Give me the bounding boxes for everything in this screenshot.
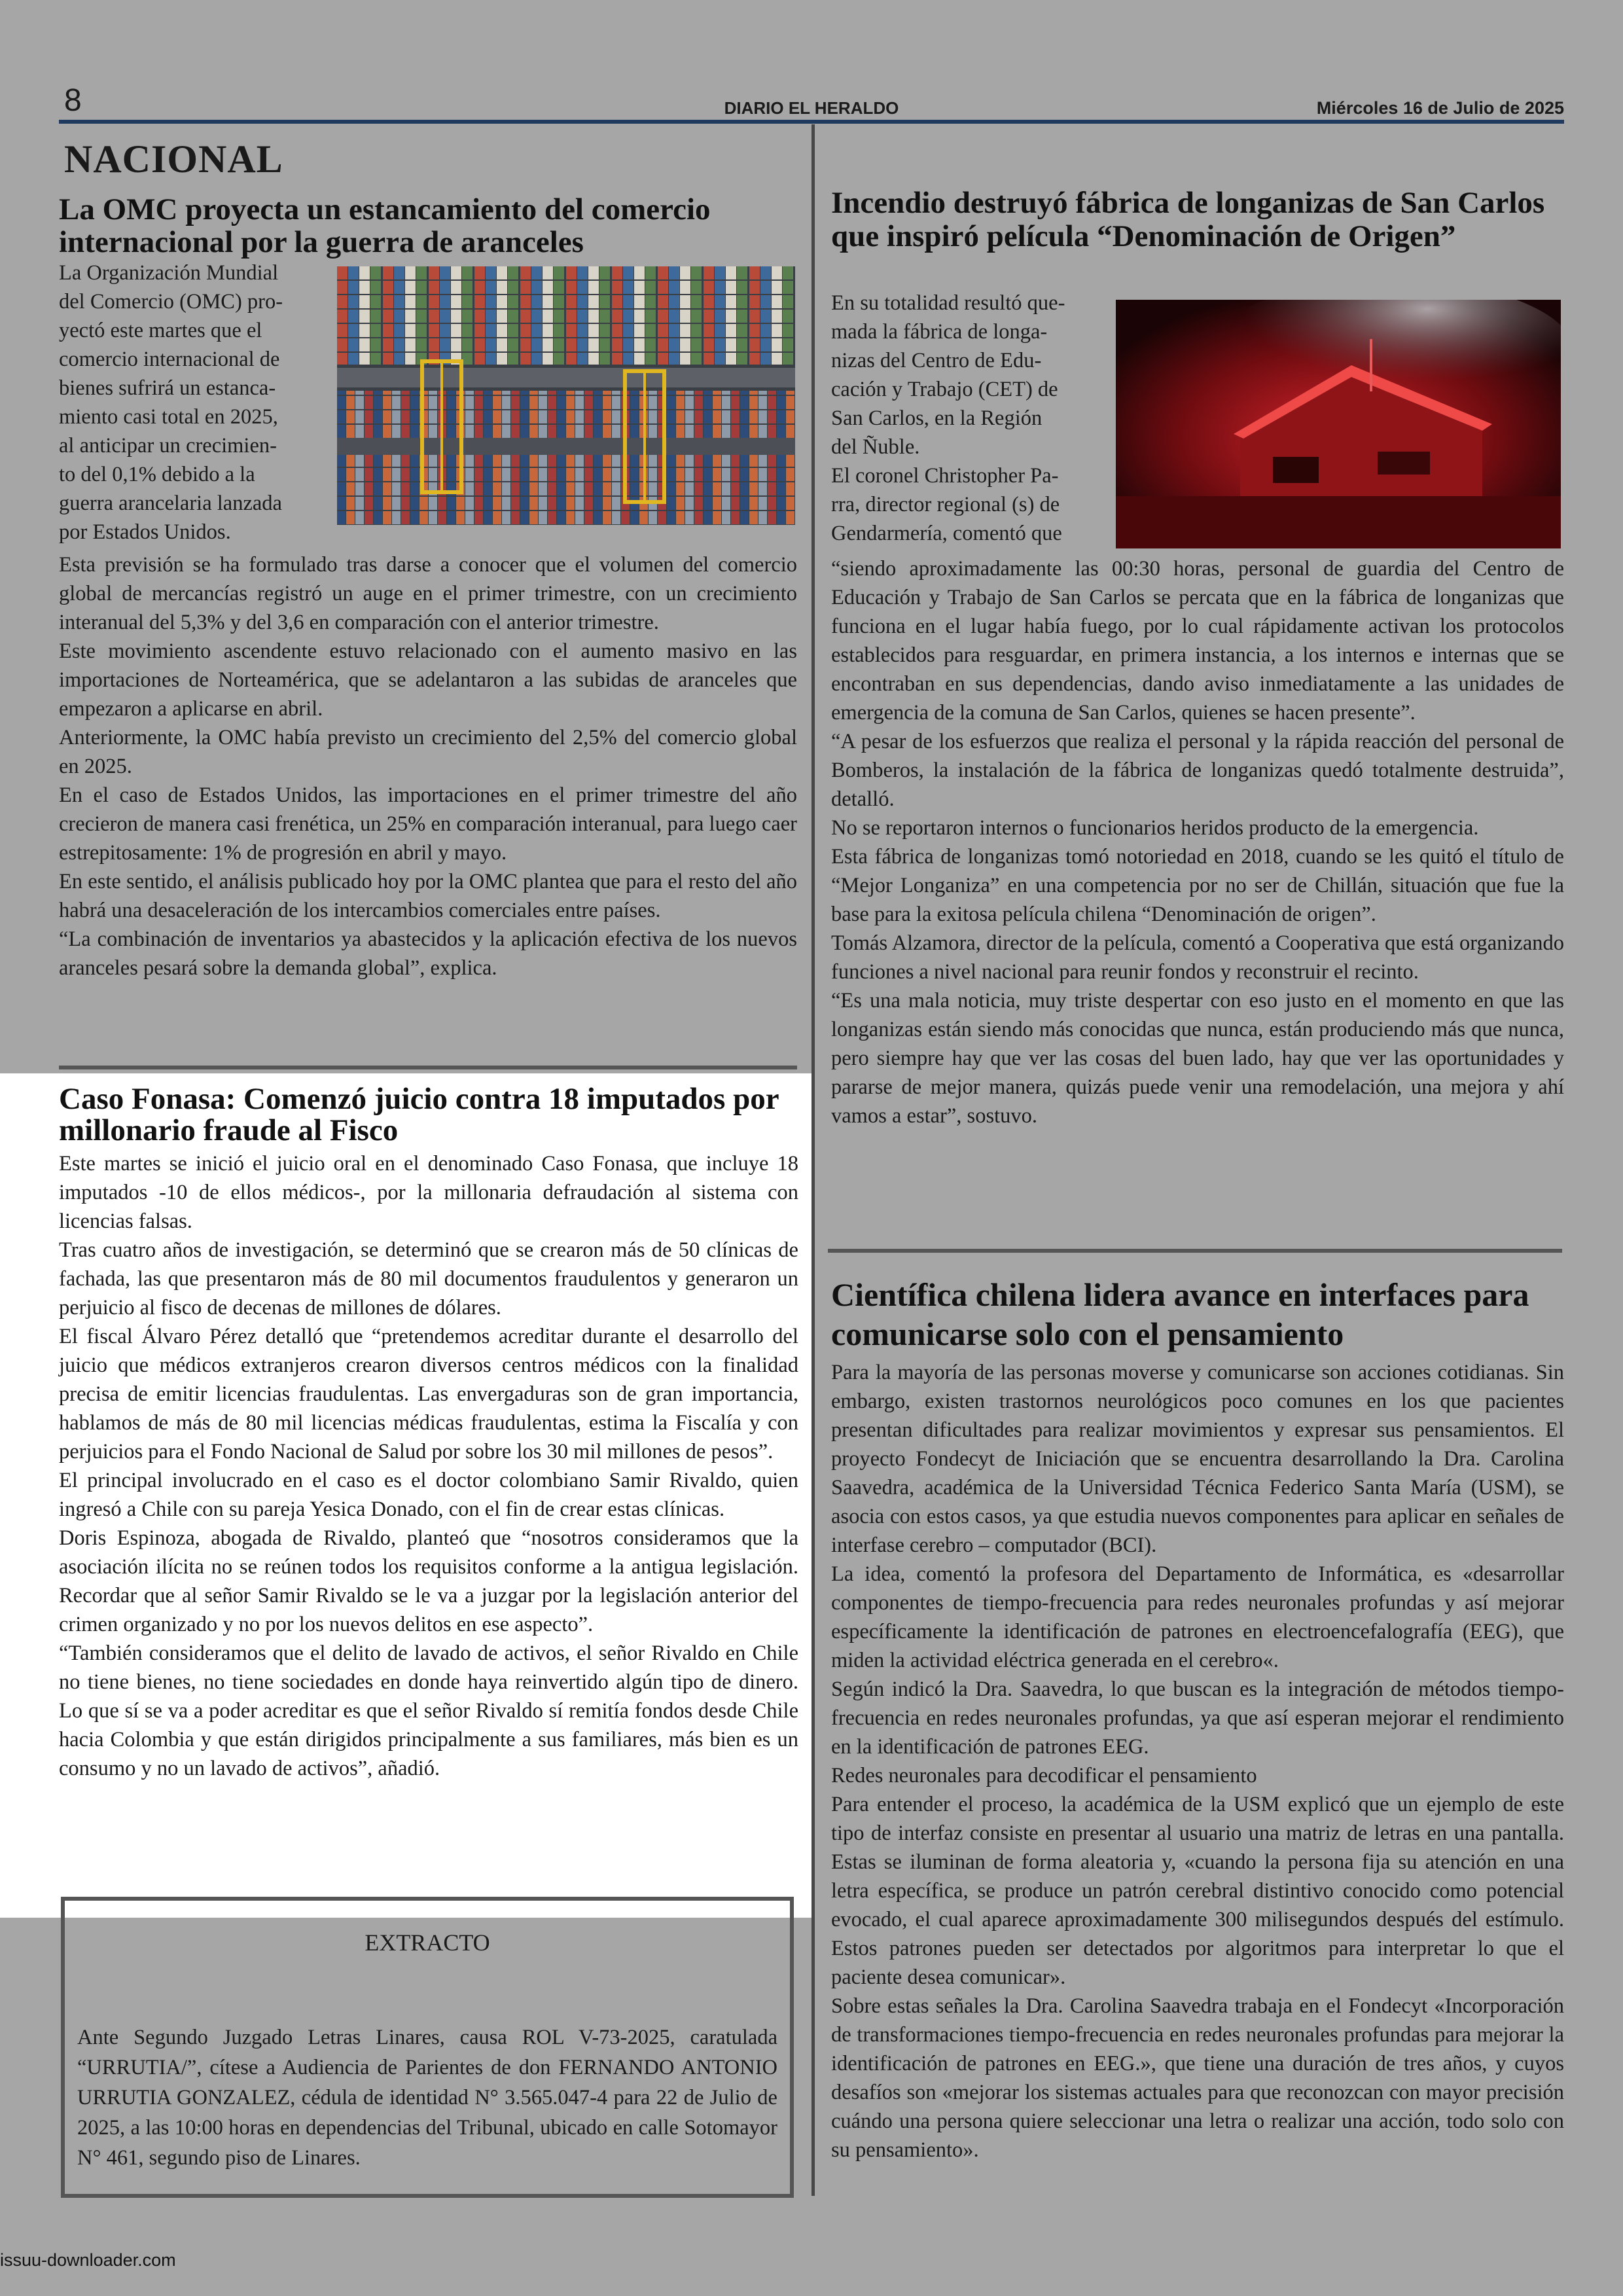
article-cientifica-body (831, 1358, 1564, 2164)
paragraph: Este movimiento ascendente estuvo relacionado con el aumento masivo en las importaciones de Norteamérica, que se adelantaron a las subidas de aranceles que empezaron a aplicarse en abril. (59, 639, 797, 721)
containers-aerial-photo (337, 266, 795, 525)
section-title: NACIONAL (64, 137, 283, 181)
lead-line: del Comercio (OMC) pro- (59, 290, 283, 314)
lead-line: Gendarmería, comentó que (831, 522, 1062, 545)
newspaper-name: DIARIO EL HERALDO (724, 98, 899, 118)
paragraph: No se reportaron internos o funcionarios heridos producto de la emergencia. (831, 816, 1479, 840)
paragraph: Anteriormente, la OMC había previsto un crecimiento del 2,5% del comercio global en 2025. (59, 726, 797, 778)
subheading: Redes neuronales para decodificar el pensamiento (831, 1764, 1257, 1787)
article-cientifica-headline: Científica chilena lidera avance en interfaces para comunicarse solo con el pensamiento (831, 1276, 1529, 1352)
lead-line: comercio internacional de (59, 348, 280, 371)
column-divider (812, 124, 815, 2196)
article-incendio-headline: Incendio destruyó fábrica de longanizas de San Carlos que inspiró película “Denominación de Origen” (831, 186, 1545, 253)
lead-line: San Carlos, en la Región (831, 406, 1043, 430)
paragraph: Tras cuatro años de investigación, se determinó que se crearon más de 50 clínicas de fachada, las que presentaron más de 80 mil documentos fraudulentos y generaron un perjuicio al fisco de decenas de millones de dólares. (59, 1238, 798, 1319)
paragraph: Para la mayoría de las personas moverse y comunicarse son acciones cotidianas. Sin embargo, existen trastornos neurológicos poco comunes en los que pacientes presentan dificultades para realizar movimientos y expresar sus pensamientos. El proyecto Fondecyt de Iniciación que se encuentra desarrollando la Dra. Carolina Saavedra, académica de la Universidad Técnica Federico Santa María (USM), se asocia con estos casos, ya que estudia nuevos componentes para aplicar en señales de interfase cerebro – computador (BCI). (831, 1361, 1564, 1557)
lead-line: El coronel Christopher Pa- (831, 464, 1059, 488)
lead-line: al anticipar un crecimien- (59, 434, 277, 457)
source-watermark: issuu-downloader.com (0, 2250, 176, 2270)
article-separator (59, 1066, 797, 1069)
paragraph: Tomás Alzamora, director de la película, comentó a Cooperativa que está organizando funciones a nivel nacional para reunir fondos y reconstruir el recinto. (831, 931, 1564, 984)
article-fonasa-body (59, 1149, 798, 1783)
lead-line: En su totalidad resultó que- (831, 291, 1065, 315)
paragraph: “Es una mala noticia, muy triste despertar con eso justo en el momento en que las longanizas están siendo más conocidas que nunca, están produciendo más que nunca, pero siempre hay que ver las cosas del buen lado, hay que ver las oportunidades y pararse de mejor manera, quizás puede venir una remodelación, una mejora y ahí vamos a estar”, sostuvo. (831, 989, 1564, 1128)
lead-line: nizas del Centro de Edu- (831, 349, 1042, 372)
paragraph: Esta previsión se ha formulado tras darse a conocer que el volumen del comercio global de mercancías registró un auge en el primer trimestre, con un crecimiento interanual del 5,3% y del 3,6 en comparación con el anterior trimestre. (59, 553, 797, 634)
paragraph: Esta fábrica de longanizas tomó notoriedad en 2018, cuando se les quitó el título de “Mejor Longaniza” en una competencia por no ser de Chillán, situación que fue la base para la exitosa película chilena “Denominación de origen”. (831, 845, 1564, 926)
burning-factory-photo (1116, 300, 1561, 548)
article-separator (828, 1249, 1562, 1253)
article-omc-lead (59, 259, 321, 547)
containers-photo-graphic (337, 266, 795, 525)
paragraph: Doris Espinoza, abogada de Rivaldo, planteó que “nosotros consideramos que la asociación ilícita no se reúnen todos los requisitos conforme a la antigua legislación. Recordar que al señor Samir Rivaldo se le va a juzgar por la legislación anterior del crimen organizado y no por los nuevos delitos en ese aspecto”. (59, 1526, 798, 1636)
page-number: 8 (64, 83, 82, 118)
article-omc-body (59, 550, 797, 982)
lead-line: La Organización Mundial (59, 261, 279, 285)
paragraph: “La combinación de inventarios ya abastecidos y la aplicación efectiva de los nuevos aranceles pesará sobre la demanda global”, explica. (59, 927, 797, 980)
paragraph: Sobre estas señales la Dra. Carolina Saavedra trabaja en el Fondecyt «Incorporación de transformaciones tiempo-frecuencia en redes neuronales profundas para mejorar la identificación de patrones en EEG.», que tiene una duración de tres años, y cuyos desafíos son «mejorar los sistemas actuales para que reconozcan con mayor precisión cuándo una persona quiere seleccionar una letra o realizar una acción, todo solo con su pensamiento». (831, 1994, 1564, 2162)
lead-line: guerra arancelaria lanzada (59, 492, 282, 515)
lead-line: del Ñuble. (831, 435, 920, 459)
header-rule (59, 120, 1564, 124)
lead-line: to del 0,1% debido a la (59, 463, 255, 486)
lead-line: yectó este martes que el (59, 319, 262, 342)
article-fonasa-headline: Caso Fonasa: Comenzó juicio contra 18 imputados por millonario fraude al Fisco (59, 1082, 779, 1147)
paragraph: “También consideramos que el delito de lavado de activos, el señor Rivaldo en Chile no tiene bienes, no tiene sociedades en donde haya reinvertido algún tipo de dinero. Lo que sí se va a poder acreditar es que el señor Rivaldo sí remitía fondos desde Chile hacia Colombia y que están dirigidos principalmente a sus familiares, más bien es un consumo y no un lavado de activos”, añadió. (59, 1641, 798, 1780)
article-omc-headline: La OMC proyecta un estancamiento del comercio internacional por la guerra de aranceles (59, 192, 711, 259)
lead-line: bienes sufrirá un estanca- (59, 376, 276, 400)
paragraph: El fiscal Álvaro Pérez detalló que “pretendemos acreditar durante el desarrollo del juicio que médicos extranjeros crearon diversos centros médicos con la finalidad precisa de emitir licencias fraudulentas. Las envergaduras son de gran importancia, hablamos de más de 80 mil licencias médicas fraudulentas, estima la Fiscalía y con perjuicios para el Fondo Nacional de Salud por sobre los 30 mil millones de pesos”. (59, 1325, 798, 1463)
lead-line: mada la fábrica de longa- (831, 320, 1048, 344)
article-incendio-body (831, 554, 1564, 1130)
paragraph: La idea, comentó la profesora del Departamento de Informática, es «desarrollar componentes de tiempo-frecuencia para redes neuronales profundas y así mejorar específicamente la identificación de patrones en electroencefalografía (EEG), que miden la actividad eléctrica generada en el cerebro«. (831, 1562, 1564, 1672)
lead-line: por Estados Unidos. (59, 520, 231, 544)
lead-line: cación y Trabajo (CET) de (831, 378, 1058, 401)
paragraph: En este sentido, el análisis publicado hoy por la OMC plantea que para el resto del año habrá una desaceleración de los intercambios comerciales entre países. (59, 870, 797, 922)
fire-photo-graphic (1116, 300, 1561, 548)
extracto-title: EXTRACTO (365, 1929, 490, 1956)
paragraph: Según indicó la Dra. Saavedra, lo que buscan es la integración de métodos tiempo-frecuencia en redes neuronales profundas, ya que así esperan mejorar el rendimiento en la identificación de patrones EEG. (831, 1677, 1564, 1759)
paragraph: “siendo aproximadamente las 00:30 horas, personal de guardia del Centro de Educación y Trabajo de San Carlos se percata que en la fábrica de longanizas que funciona en el lugar había fuego, por lo cual rápidamente activan los protocolos establecidos para resguardar, en primera instancia, a los internos e internas que se encontraban en sus dependencias, dando aviso inmediatamente a las unidades de emergencia de la comuna de San Carlos, quienes se hacen presente”. (831, 557, 1564, 725)
paragraph: En el caso de Estados Unidos, las importaciones en el primer trimestre del año crecieron de manera casi frenética, un 25% en comparación interanual, para luego caer estrepitosamente: 1% de progresión en abril y mayo. (59, 783, 797, 865)
paragraph: El principal involucrado en el caso es el doctor colombiano Samir Rivaldo, quien ingresó a Chile con su pareja Yesica Donado, con el fin de crear estas clínicas. (59, 1469, 798, 1521)
lead-line: miento casi total en 2025, (59, 405, 278, 429)
lead-line: rra, director regional (s) de (831, 493, 1060, 516)
paragraph: Para entender el proceso, la académica de la USM explicó que un ejemplo de este tipo de interfaz consiste en presentar al usuario una matriz de letras en una pantalla. Estas se iluminan de forma aleatoria y, «cuando la persona fija su atención en una letra específica, se produce un patrón cerebral distintivo conocido como potencial evocado, el cual aparece aproximadamente 300 milisegundos después del estímulo. Estos patrones pueden ser detectados por algoritmos para interpretar lo que el paciente desea comunicar». (831, 1793, 1564, 1989)
issue-date: Miércoles 16 de Julio de 2025 (1316, 98, 1564, 118)
extracto-body: Ante Segundo Juzgado Letras Linares, causa ROL V-73-2025, caratulada “URRUTIA/”, cítese a Audiencia de Parientes de don FERNANDO ANTONIO URRUTIA GONZALEZ, cédula de identidad N° 3.565.047-4 para 22 de Julio de 2025, a las 10:00 horas en dependencias del Tribunal, ubicado en calle Sotomayor N° 461, segundo piso de Linares. (77, 2026, 777, 2170)
article-incendio-lead (831, 289, 1098, 548)
paragraph: Este martes se inició el juicio oral en el denominado Caso Fonasa, que incluye 18 imputados -10 de ellos médicos-, por la millonaria defraudación al sistema con licencias falsas. (59, 1152, 798, 1233)
paragraph: “A pesar de los esfuerzos que realiza el personal y la rápida reacción del personal de Bomberos, la instalación de la fábrica de longanizas quedó totalmente destruida”, detalló. (831, 730, 1564, 811)
